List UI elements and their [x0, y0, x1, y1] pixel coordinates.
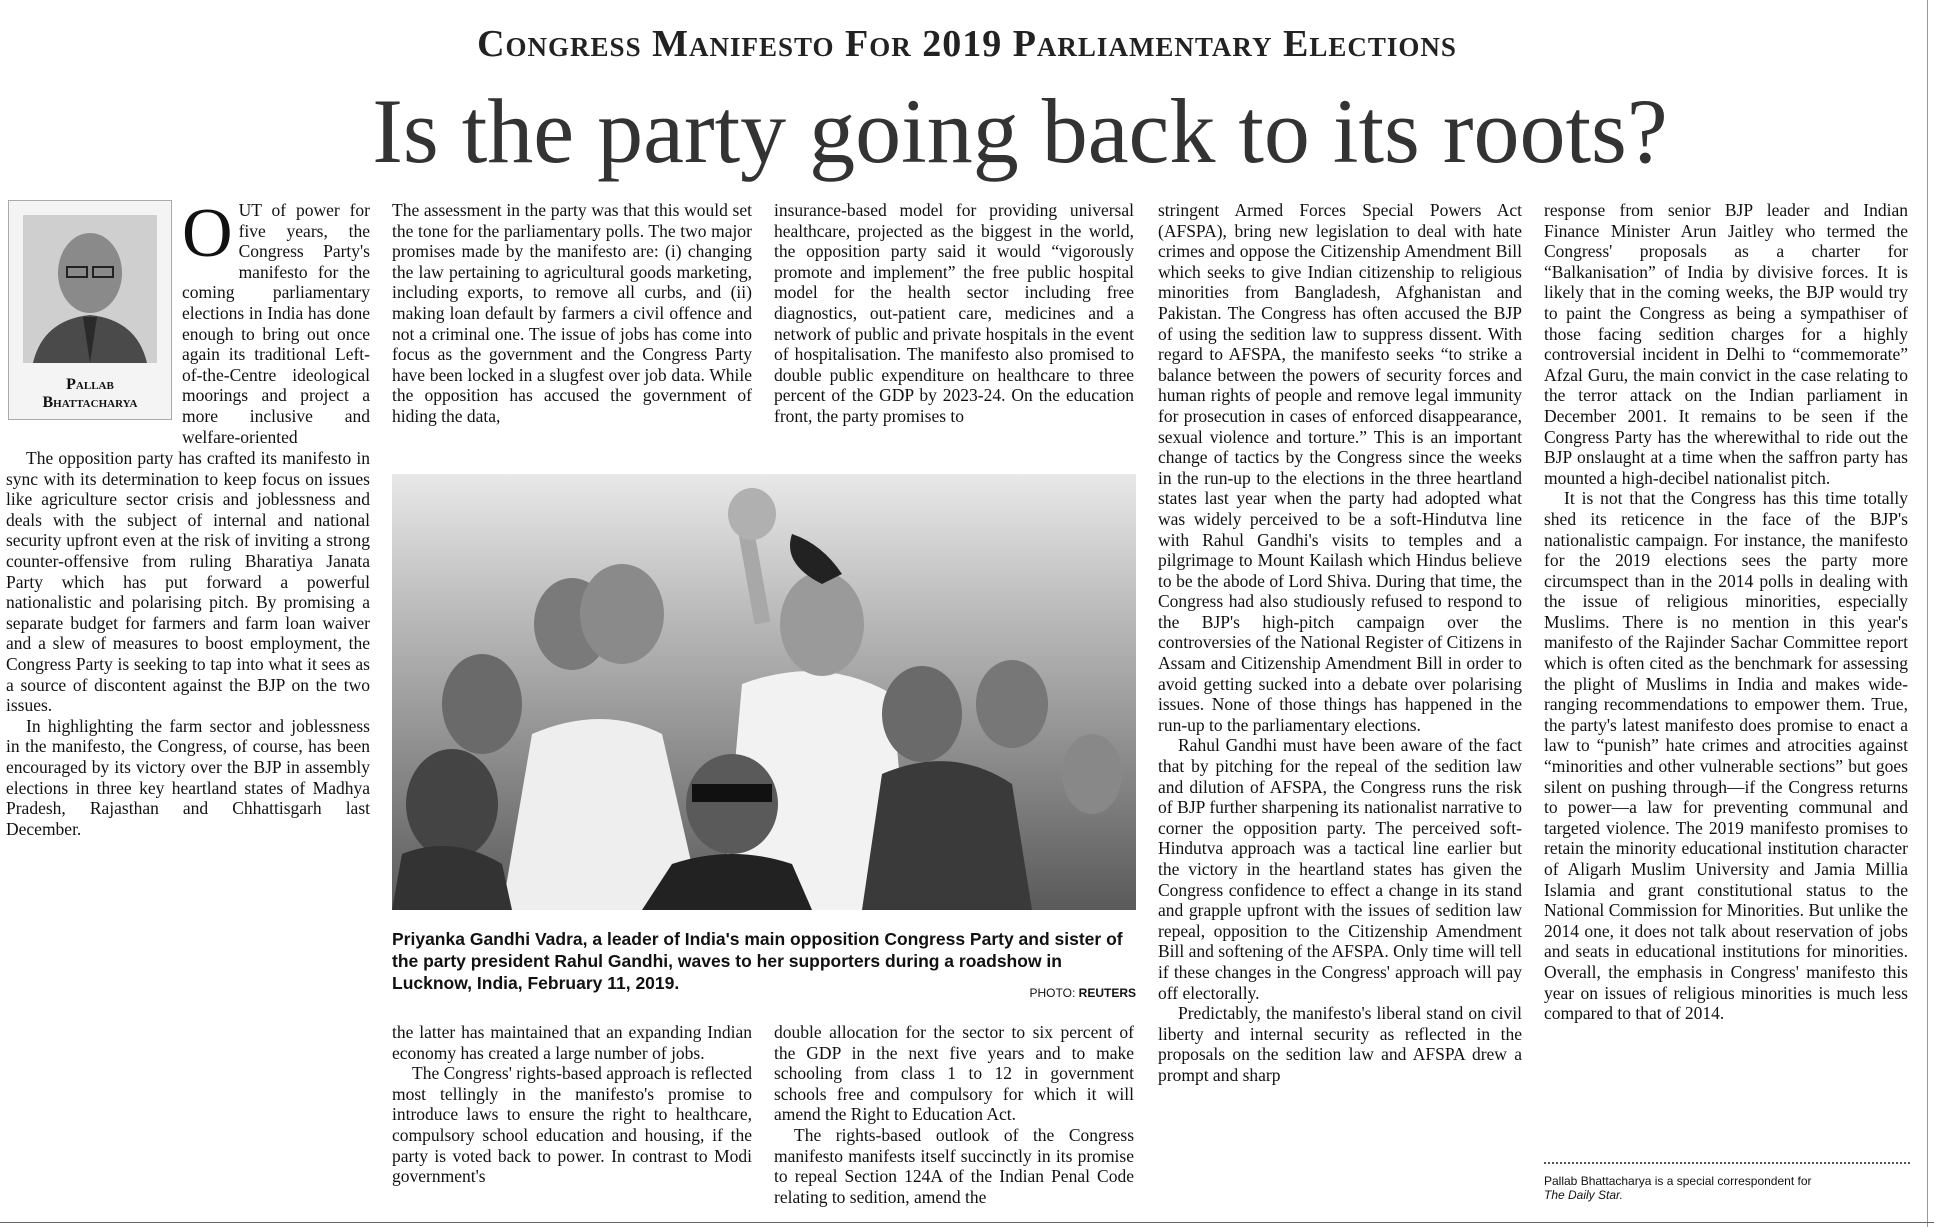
column-1-paragraph-2: The opposition party has crafted its manifesto in sync with its determination to keep focus on issues like agriculture sector crisis and joblessness and deals with the subject of internal and national security upfront even at the risk of inviting a strong counter-offensive from ruling Bharatiya Janata Party which has put forward a powerful nationalistic and polarising pitch. By promising a separate budget for farmers and farm loan waiver and a slew of measures to boost employment, the Congress Party is seeking to tap into what it sees as a source of discontent against the BJP on the two issues.: [6, 448, 370, 716]
column-1-paragraph-3: In highlighting the farm sector and joblessness in the manifesto, the Congress, of course, has been encouraged by its victory over the BJP in assembly elections in three key heartland states of Madhya Pradesh, Rajasthan and Chhattisgarh last December.: [6, 715, 370, 839]
column-2-bottom-paragraph-2: The Congress' rights-based approach is reflected most tellingly in the manifesto's promise to introduce laws to ensure the right to healthcare, compulsory school education and housing, if the party is voted back to power. In contrast to Modi government's: [392, 1063, 752, 1187]
column-5-paragraph-1: response from senior BJP leader and Indian Finance Minister Arun Jaitley who termed the Congress' proposals as a charter for “Balkanisation” of India by divisive forces. It is likely that in the coming weeks, the BJP would try to paint the Congress as being a sympathiser of those facing sedition charges for a highly controversial incident in Delhi to “commemorate” Afzal Guru, the main convict in the case relating to the terror attack on the Indian parliament in December 2001. It remains to be seen if the Congress Party has the wherewithal to ride out the BJP onslaught at a time when the saffron party has mounted a high-decibel nationalist pitch.: [1544, 200, 1908, 488]
author-footnote-text: Pallab Bhattacharya is a special correspondent for: [1544, 1174, 1812, 1188]
author-footnote-publication: The Daily Star.: [1544, 1188, 1623, 1202]
column-1-body: [6, 448, 370, 1208]
article-headline: Is the party going back to its roots?: [372, 80, 1668, 182]
author-last-name: Bhattacharya: [42, 394, 138, 411]
footnote-divider: [1544, 1162, 1910, 1164]
column-2-top-text: The assessment in the party was that this would set the tone for the parliamentary polls. The two major promises made by the manifesto are: (i) changing the law pertaining to agricultural goods marketing, including exports, to remove all curbs, and (ii) making loan default by farmers a civil offence and not a criminal one. The issue of jobs has come into focus as the government and the Congress Party have been locked in a slugfest over job data. While the opposition has accused the government of hiding the data,: [392, 200, 752, 426]
photo-credit-label: PHOTO:: [1029, 986, 1076, 1000]
main-news-photo: [392, 474, 1136, 910]
column-3-top-text: insurance-based model for providing universal healthcare, projected as the biggest in the world, the opposition party said it would “vigorously promote and implement” the free public hospital model for the health sector including free diagnostics, out-patient care, medicines and a network of public and private hospitals in the event of hospitalisation. The manifesto also promised to double public expenditure on healthcare to three percent of the GDP by 2023-24. On the education front, the party promises to: [774, 200, 1134, 426]
article-kicker: Congress Manifesto For 2019 Parliamentary Elections: [477, 23, 1457, 65]
column-5-paragraph-2: It is not that the Congress has this time totally shed its reticence in the face of the BJP's nationalistic campaign. For instance, the manifesto for the 2019 elections sees the party more circumspect than in the 2014 polls in dealing with the issue of religious minorities, especially Muslims. There is no mention in this year's manifesto of the Rajinder Sachar Committee report which is often cited as the benchmark for assessing the plight of Muslims in India and makes wide-ranging recommendations to empower them. True, the party's latest manifesto does promise to enact a law to “punish” hate crimes and atrocities against “minorities and other vulnerable sections” but goes silent on pushing through—if the Congress returns to power—a law for preventing communal and targeted violence. The 2019 manifesto promises to retain the minority educational institution character of Aligarh Muslim University and Jamia Millia Islamia and grant constitutional status to the National Commission for Minorities. But unlike the 2014 one, it does not talk about reservation of jobs and seats in educational institutions for minorities. Overall, the emphasis in Congress' manifesto this year on issues of religious minorities is much less compared to that of 2014.: [1544, 488, 1908, 1024]
photo-credit: [1000, 986, 1136, 1000]
photo-credit-source: REUTERS: [1078, 986, 1136, 1000]
page-edge-rule: [1927, 0, 1928, 1227]
column-4: [1158, 200, 1522, 1210]
author-photo-box: [8, 200, 172, 420]
column-4-paragraph-1: stringent Armed Forces Special Powers Act (AFSPA), bring new legislation to deal with hate crimes and oppose the Citizenship Amendment Bill which seeks to give Indian citizenship to religious minorities from Bangladesh, Afghanistan and Pakistan. The Congress has often accused the BJP of using the sedition law to suppress dissent. With regard to AFSPA, the manifesto seeks “to strike a balance between the powers of security forces and human rights of people and remove legal immunity for prosecution in cases of enforced disappearance, sexual violence and torture.” This is an important change of tactics by the Congress since the weeks in the run-up to the elections in the three heartland states last year when the party had adopted what was widely perceived to be a soft-Hindutva line with Rahul Gandhi's visits to temples and a pilgrimage to Mount Kailash which Hindus believe to be the abode of Lord Shiva. During that time, the Congress had also studiously refused to respond to the BJP's high-pitch campaign over the controversies of the National Register of Citizens in Assam and Citizenship Amendment Bill in order to avoid getting sucked into a debate over polarising issues. None of those things has happened in the run-up to the parliamentary elections.: [1158, 200, 1522, 735]
photo-caption: Priyanka Gandhi Vadra, a leader of India's main opposition Congress Party and sister of the party president Rahul Gandhi, waves to her supporters during a roadshow in Lucknow, India, February 11, 2019.: [392, 929, 1123, 993]
author-first-name: Pallab: [66, 376, 114, 393]
column-3-bottom-paragraph-1: double allocation for the sector to six percent of the GDP in the next five years and to make schooling from class 1 to 12 in government schools free and compulsory for which it will amend the Right to Education Act.: [774, 1022, 1134, 1125]
column-4-paragraph-3: Predictably, the manifesto's liberal stand on civil liberty and internal security as reflected in the proposals on the sedition law and AFSPA drew a prompt and sharp: [1158, 1003, 1522, 1085]
drop-cap: O: [182, 200, 233, 272]
author-name: [9, 376, 171, 412]
column-2-bottom-paragraph-1: the latter has maintained that an expanding Indian economy has created a large number of jobs.: [392, 1022, 752, 1063]
page-bottom-rule: [0, 1222, 1934, 1223]
column-4-paragraph-2: Rahul Gandhi must have been aware of the fact that by pitching for the repeal of the sedition law and dilution of AFSPA, the Congress runs the risk of BJP further sharpening its nationalist narrative to corner the opposition party. The perceived soft-Hindutva approach was a tactical line earlier but the victory in the heartland states has given the Congress confidence to effect a change in its stand and grapple upfront with the issues of sedition law repeal, opposition to the Citizenship Amendment Bill and softening of the AFSPA. Only time will tell if these changes in the Congress' approach will pay off electorally.: [1158, 735, 1522, 1003]
column-2-bottom: [392, 1022, 752, 1212]
column-1-intro: [182, 200, 370, 448]
column-3-bottom: [774, 1022, 1134, 1212]
column-3-bottom-paragraph-2: The rights-based outlook of the Congress manifesto manifests itself succinctly in its promise to repeal Section 124A of the Indian Penal Code relating to sedition, amend the: [774, 1124, 1134, 1207]
column-2-top: [392, 200, 752, 450]
author-portrait: [23, 215, 157, 363]
column-5: [1544, 200, 1908, 1156]
author-footnote: [1544, 1174, 1924, 1202]
column-3-top: [774, 200, 1134, 450]
column-1-intro-text: UT of power for five years, the Congress Party's manifesto for the coming parliamentary elections in India has done enough to bring out once again its traditional Left-of-the-Centre ideological moorings and project a more inclusive and welfare-oriented: [182, 200, 370, 447]
